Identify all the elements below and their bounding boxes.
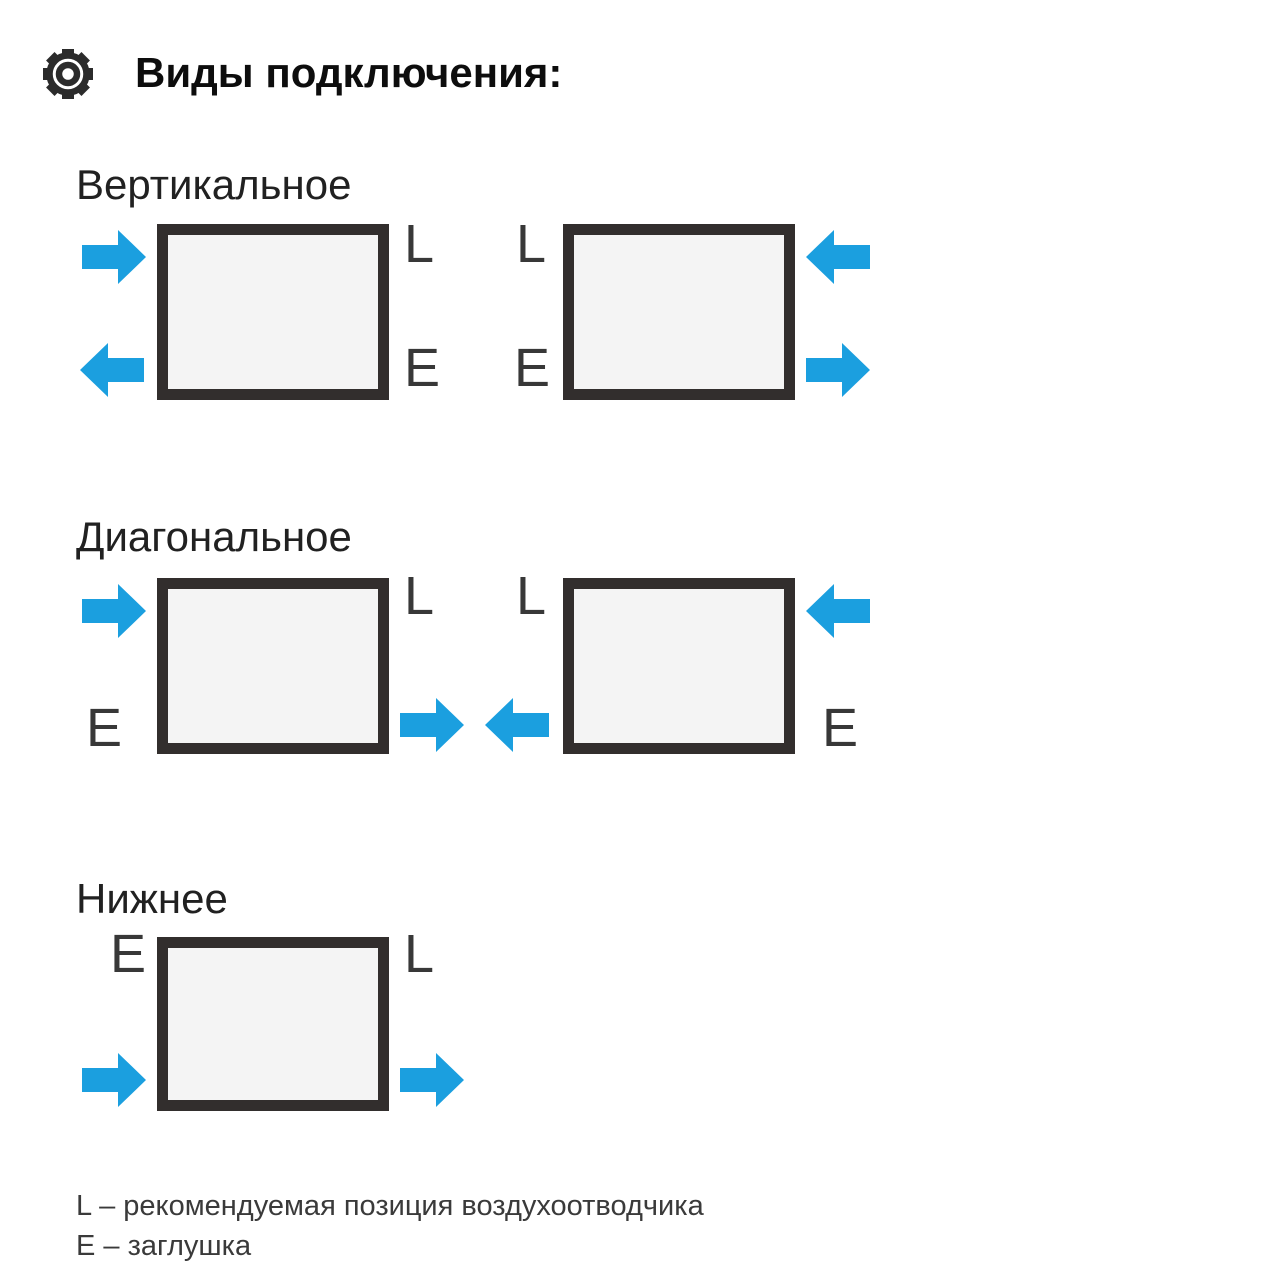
legend-line-L: L – рекомендуемая позиция воздухоотводчика [76, 1190, 704, 1222]
flow-arrow-outlet-icon [806, 343, 870, 397]
flow-arrow-outlet-icon [80, 343, 144, 397]
connection-label-E: E [822, 698, 859, 758]
connection-label-L: L [404, 566, 435, 626]
flow-arrow-outlet-icon [400, 1053, 464, 1107]
connection-label-E: E [514, 338, 551, 398]
radiator-box [157, 224, 389, 400]
connection-label-E: E [110, 924, 147, 984]
radiator-box [563, 578, 795, 754]
flow-arrow-inlet-icon [806, 230, 870, 284]
connection-label-L: L [404, 924, 435, 984]
flow-arrow-inlet-icon [82, 1053, 146, 1107]
connection-label-L: L [404, 214, 435, 274]
flow-arrow-inlet-icon [82, 230, 146, 284]
connection-label-L: L [516, 214, 547, 274]
connection-label-E: E [86, 698, 123, 758]
section-title-diagonal: Диагональное [76, 513, 352, 560]
flow-arrow-outlet-icon [485, 698, 549, 752]
radiator-box [157, 937, 389, 1111]
flow-arrow-inlet-icon [806, 584, 870, 638]
section-title-bottom: Нижнее [76, 875, 228, 922]
connection-label-E: E [404, 338, 441, 398]
page-title: Виды подключения: [135, 49, 563, 96]
legend [76, 1186, 704, 1266]
legend-line-E: E – заглушка [76, 1230, 252, 1262]
section-title-vertical: Вертикальное [76, 161, 352, 208]
connection-label-L: L [516, 566, 547, 626]
radiator-box [563, 224, 795, 400]
flow-arrow-outlet-icon [400, 698, 464, 752]
radiator-box [157, 578, 389, 754]
gear-icon [36, 42, 100, 106]
flow-arrow-inlet-icon [82, 584, 146, 638]
